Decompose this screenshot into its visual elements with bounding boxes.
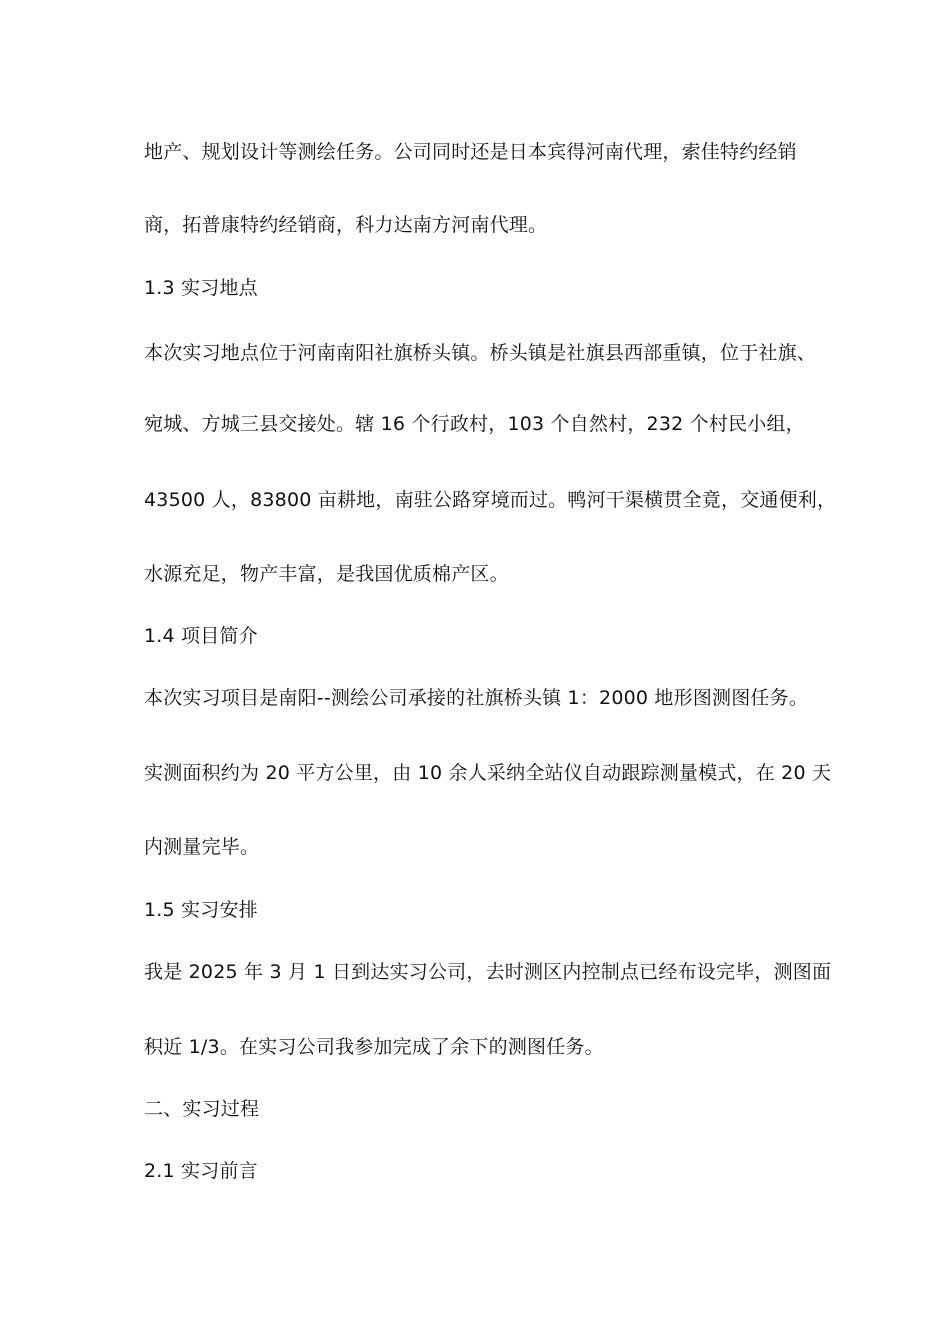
body-text-line: 宛城、方城三县交接处。辖 16 个行政村，103 个自然村，232 个村民小组， — [144, 413, 805, 435]
body-text-line: 地产、规划设计等测绘任务。公司同时还是日本宾得河南代理，索佳特约经销 — [144, 141, 797, 163]
body-text-line: 水源充足，物产丰富，是我国优质棉产区。 — [144, 563, 509, 585]
section-heading: 1.5 实习安排 — [144, 899, 258, 921]
body-text-line: 本次实习项目是南阳--测绘公司承接的社旗桥头镇 1：2000 地形图测图任务。 — [144, 687, 809, 709]
chapter-heading: 二、实习过程 — [144, 1098, 260, 1120]
section-heading: 1.3 实习地点 — [144, 277, 258, 299]
body-text-line: 本次实习地点位于河南南阳社旗桥头镇。桥头镇是社旗县西部重镇，位于社旗、 — [144, 342, 817, 364]
body-text-line: 商，拓普康特约经销商，科力达南方河南代理。 — [144, 214, 548, 236]
body-text-line: 实测面积约为 20 平方公里，由 10 余人采纳全站仪自动跟踪测量模式，在 20 天 — [144, 762, 832, 784]
section-heading: 1.4 项目简介 — [144, 625, 258, 647]
body-text-line: 43500 人，83800 亩耕地，南驻公路穿境而过。鸭河干渠横贯全竟，交通便利， — [144, 489, 837, 511]
section-heading: 2.1 实习前言 — [144, 1160, 258, 1182]
body-text-line: 积近 1/3。在实习公司我参加完成了余下的测图任务。 — [144, 1036, 604, 1058]
body-text-line: 内测量完毕。 — [144, 836, 260, 858]
body-text-line: 我是 2025 年 3 月 1 日到达实习公司，去时测区内控制点已经布设完毕，测图面 — [144, 961, 832, 983]
